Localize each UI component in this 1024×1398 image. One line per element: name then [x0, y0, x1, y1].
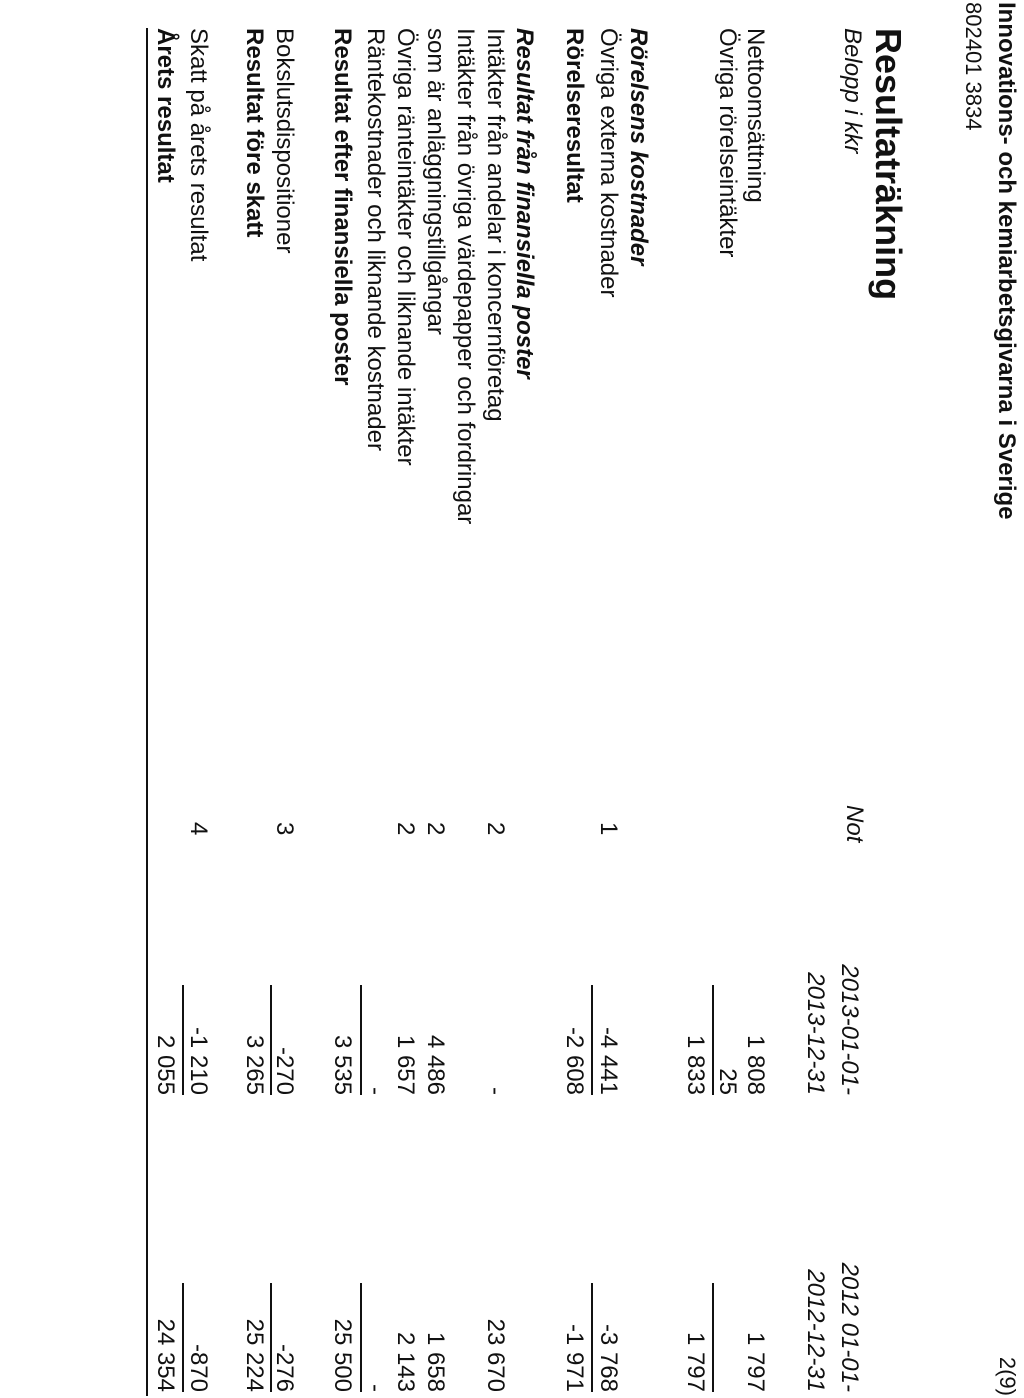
row-note: 3 — [271, 822, 298, 836]
statement-title: Resultaträkning — [868, 28, 909, 301]
subtotal-line — [270, 985, 272, 1095]
row-note: 4 — [185, 822, 212, 836]
period-2013-end: 2013-12-31 — [802, 972, 829, 1095]
row-value-2013: 1 808 — [742, 1034, 769, 1095]
row-value-2012: 25 500 — [329, 1318, 356, 1392]
row-value-2013: 1 657 — [392, 1034, 419, 1095]
row-value-2012: -870 — [185, 1343, 212, 1392]
row-value-2013: - — [362, 1087, 389, 1095]
row-value-2013: -1 210 — [185, 1026, 212, 1095]
row-value-2012: 24 354 — [152, 1318, 179, 1392]
row-label: Övriga rörelseintäkter — [714, 28, 741, 258]
row-value-2012: -3 768 — [595, 1323, 622, 1392]
subtotal-line — [182, 985, 184, 1095]
row-label: Resultat från finansiella poster — [511, 28, 538, 379]
table-row — [264, 0, 298, 1398]
period-2013-header — [798, 925, 866, 1095]
subtotal-line — [182, 1283, 184, 1392]
period-2012-end: 2012-12-31 — [802, 1269, 829, 1392]
row-value-2012: -276 — [271, 1343, 298, 1392]
table-row — [145, 0, 179, 1398]
row-label: Övriga ränteintäkter och liknande intäkter — [392, 28, 419, 466]
period-2012-header — [798, 1222, 866, 1392]
section-heading — [618, 0, 652, 1398]
row-label: som är anläggningstillgångar — [422, 28, 449, 335]
row-value-2012: 1 658 — [422, 1331, 449, 1392]
row-value-2013: 2 055 — [152, 1034, 179, 1095]
row-value-2012: 1 797 — [742, 1331, 769, 1392]
table-row — [385, 0, 419, 1398]
row-note: 1 — [595, 822, 622, 836]
section-heading — [504, 0, 538, 1398]
row-label: Nettoomsättning — [742, 28, 769, 203]
row-value-2013: - — [482, 1087, 509, 1095]
subtotal-line — [591, 1283, 593, 1392]
row-label: Intäkter från övriga värdepapper och fordringar — [452, 28, 479, 525]
row-label: Räntekostnader och liknande kostnader — [362, 28, 389, 451]
row-note: 2 — [422, 822, 449, 836]
period-2012-start: 2012 01-01- — [836, 1262, 863, 1392]
row-value-2012: 2 143 — [392, 1331, 419, 1392]
row-value-2012: - — [362, 1384, 389, 1392]
subtotal-line — [712, 985, 714, 1095]
row-label: Rörelseresultat — [561, 28, 588, 203]
row-value-2012: 23 670 — [482, 1318, 509, 1392]
row-value-2013: -2 608 — [561, 1026, 588, 1095]
table-row — [322, 0, 356, 1398]
table-row — [707, 0, 741, 1398]
period-2013-start: 2013-01-01- — [836, 964, 863, 1095]
row-label: Rörelsens kostnader — [625, 28, 652, 266]
subtotal-line — [591, 985, 593, 1095]
note-column-header: Not — [841, 805, 868, 843]
row-label: Skatt på årets resultat — [185, 28, 212, 262]
table-row — [475, 0, 509, 1398]
row-label: Intäkter från andelar i koncernföretag — [482, 28, 509, 422]
row-value-2013: 4 486 — [422, 1034, 449, 1095]
subtotal-line — [270, 1283, 272, 1392]
table-row — [445, 0, 479, 1398]
row-label: Bokslutsdispositioner — [271, 28, 298, 254]
row-value-2012: -1 971 — [561, 1323, 588, 1392]
subtotal-line — [712, 1283, 714, 1392]
row-note: 2 — [392, 822, 419, 836]
row-label: Resultat före skatt — [241, 28, 268, 238]
subtotal-line — [360, 1283, 362, 1392]
row-label: Årets resultat — [152, 28, 179, 183]
organization-name: Innovations- och kemiarbetsgivarna i Sverige — [993, 2, 1020, 520]
row-value-2013: -4 441 — [595, 1026, 622, 1095]
amounts-unit-label: Belopp i kkr — [839, 28, 866, 154]
row-note: 2 — [482, 822, 509, 836]
row-value-2012: 1 797 — [682, 1331, 709, 1392]
row-value-2013: 25 — [714, 1068, 741, 1095]
subtotal-line — [360, 985, 362, 1095]
page-number: 2(9) — [995, 1356, 1020, 1396]
organization-number: 802401 3834 — [961, 2, 986, 131]
row-value-2013: 3 265 — [241, 1034, 268, 1095]
row-label: Resultat efter finansiella poster — [329, 28, 356, 386]
row-value-2012: 25 224 — [241, 1318, 268, 1392]
table-row — [234, 0, 268, 1398]
table-row — [355, 0, 389, 1398]
table-row — [415, 0, 449, 1398]
table-row — [554, 0, 588, 1398]
row-value-2013: -270 — [271, 1046, 298, 1095]
table-row — [675, 0, 709, 1398]
table-row — [588, 0, 622, 1398]
table-row — [178, 0, 212, 1398]
row-value-2013: 3 535 — [329, 1034, 356, 1095]
bottom-rule — [146, 28, 148, 1396]
row-value-2013: 1 833 — [682, 1034, 709, 1095]
row-label: Övriga externa kostnader — [595, 28, 622, 298]
